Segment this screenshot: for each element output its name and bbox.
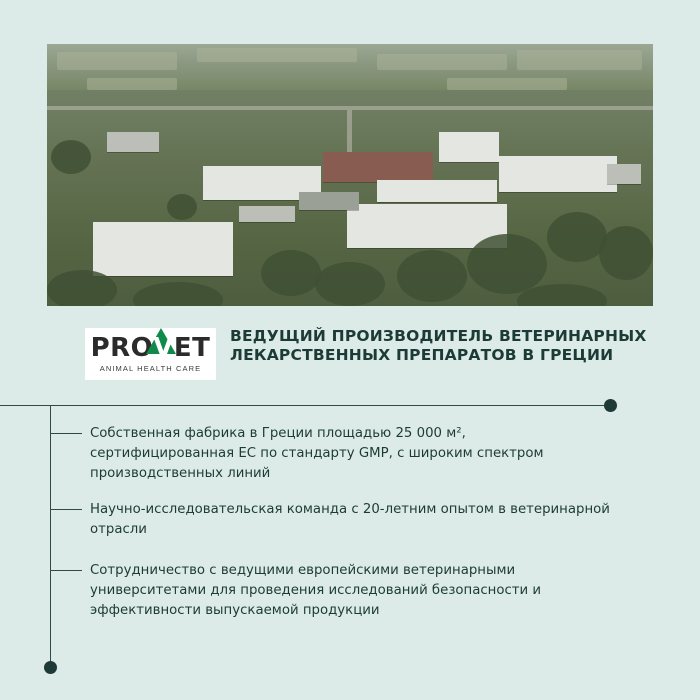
logo-word-v: V [153, 333, 174, 363]
photo-tree [547, 212, 607, 262]
list-item-text: Собственная фабрика в Греции площадью 25 000 м², сертифицированная ЕС по стандарту GMP, с широким спектром производственных линий [90, 426, 544, 481]
photo-tree [599, 226, 653, 280]
photo-tree [397, 250, 467, 302]
timeline-end-dot [604, 399, 617, 412]
timeline-tick [50, 570, 82, 571]
photo-background [47, 44, 653, 306]
list-item [50, 561, 610, 621]
photo-building [607, 164, 641, 184]
page-title: ВЕДУЩИЙ ПРОИЗВОДИТЕЛЬ ВЕТЕРИНАРНЫХ ЛЕКАРСТВЕННЫХ ПРЕПАРАТОВ В ГРЕЦИИ [230, 327, 647, 364]
timeline-tick [50, 509, 82, 510]
photo-building [239, 206, 295, 222]
photo-tree [47, 270, 117, 306]
photo-building-warehouse [93, 222, 233, 276]
list-item-text: Научно-исследовательская команда с 20-летним опытом в ветеринарной отрасли [90, 502, 610, 537]
factory-photo [47, 44, 653, 306]
photo-tree [133, 282, 223, 306]
provet-logo [85, 328, 216, 380]
photo-tree [467, 234, 547, 294]
photo-field [87, 78, 177, 90]
photo-field [197, 48, 357, 62]
photo-tree [51, 140, 91, 174]
photo-building [499, 156, 617, 192]
photo-building [439, 132, 499, 162]
photo-building [377, 180, 497, 202]
list-item [50, 500, 610, 540]
photo-tree [167, 194, 197, 220]
timeline-bottom-dot [44, 661, 57, 674]
photo-field [57, 52, 177, 70]
timeline-top-line [0, 405, 612, 406]
logo-tagline: ANIMAL HEALTH CARE [99, 364, 202, 373]
photo-building [107, 132, 159, 152]
timeline-tick [50, 433, 82, 434]
photo-building [299, 192, 359, 210]
photo-building-red-roof [323, 152, 433, 182]
list-item-text: Сотрудничество с ведущими европейскими ветеринарными университетами для проведения исследований безопасности и эффективности выпускаемой продукции [90, 563, 542, 618]
logo-word-pre: PRO [90, 333, 154, 363]
photo-field [377, 54, 507, 70]
logo-wordmark [91, 335, 211, 361]
photo-tree [315, 262, 385, 306]
photo-tree [261, 250, 321, 296]
photo-field [447, 78, 567, 90]
logo-word-post: ET [173, 333, 211, 363]
list-item [50, 424, 610, 484]
photo-field [517, 50, 642, 70]
